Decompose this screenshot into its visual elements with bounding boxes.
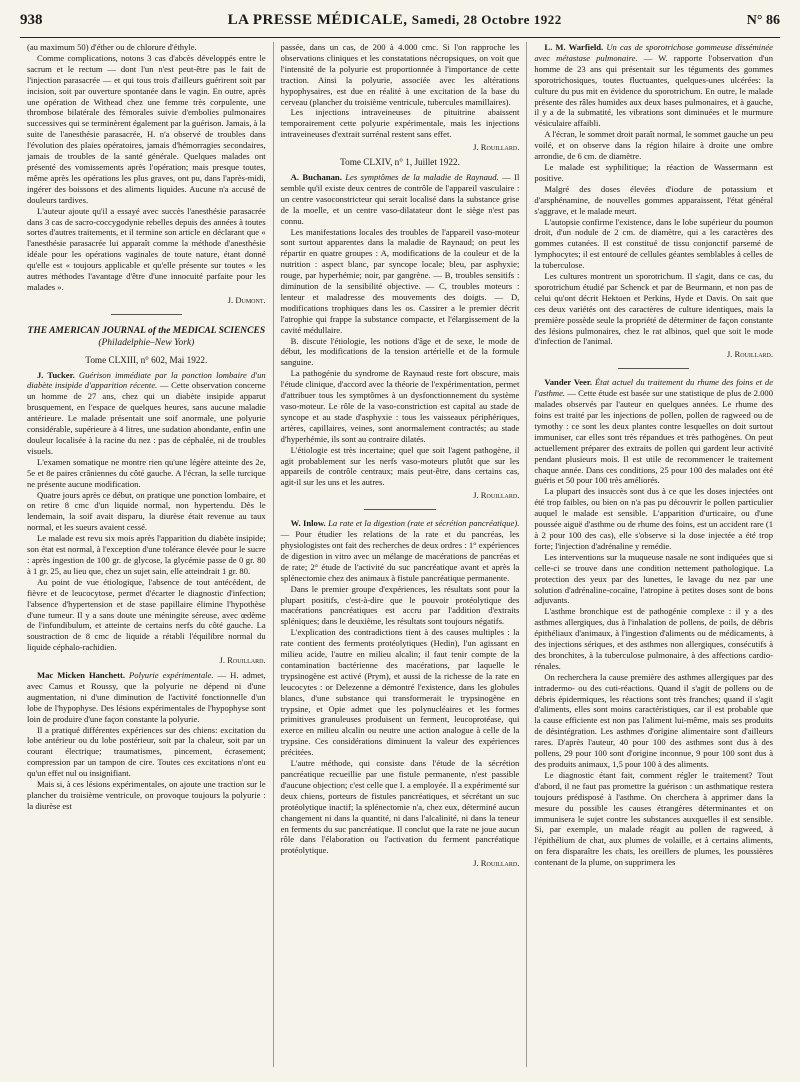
article-paragraph [534, 377, 773, 486]
page-header [20, 12, 780, 34]
paragraph: Le diagnostic étant fait, comment régler le traitement? Tout d'abord, il ne faut pas promettre la guérison : un asthmatique restera toujours prédisposé à l'asthme. On cherchera à apprimer dans la mesure du possible les causes étrangères déterminantes et on immunisera le sujet contre les substances auxquelles il est sensible. Si, par exemple, un malade réagit au pollen de ragweed, à l'épithélium de chat, aux plumes de volaille, et à certains aliments, on fera disparaître les chats, les oreillers de plumes, les poussières contenant de la plume, on supprimera les [534, 769, 774, 868]
journal-name: THE AMERICAN JOURNAL of the MEDICAL SCIENCES [27, 325, 266, 336]
page-number: 938 [20, 12, 43, 28]
paragraph: Il a pratiqué différentes expériences sur des chiens: excitation du lobe antérieur ou du lobe postérieur, soit par la chaleur, soit par un courant électrique; traumatismes, pincement, écrasement; compression par un tampon de cire. Toutes ces excitations n'ont eu qu'un effet nul ou insignifiant. [27, 724, 266, 779]
article-paragraph [27, 370, 266, 457]
paragraph: L'explication des contradictions tient à des causes multiples : la rate contient des ferments protéolytiques (Hedin), l'un agissant en milieu acide, l'autre en milieu alcalin; il faut tenir compte de la contamination bactérienne des macérations, par laquelle le trypsinogène est activé (Prym), et aussi de la richesse de la rate en leucocytes : or Delezenne a démontré l'existence, dans les globules blancs, d'une substance qui transformerait le trypsinogène en trypsine, et Opie admet que les polynucléaires et les formes primitives granuleuses produisent un ferment, leucoprotéase, qui exerce en milieu alcalin ou neutre une action analogue à celle de la trypsine. Ces considérations diminuent la valeur des expériences précitées. [280, 627, 520, 758]
signature: J. Rouillard. [473, 858, 520, 869]
article-title: La rate et la digestion (rate et sécrétion pancréatique). [328, 518, 520, 529]
paragraph: L'asthme bronchique est de pathogénie complexe : il y a des asthmes allergiques, dus à l'inhalation de pollens, de poils, de débris épithéliaux d'animaux, à l'ingestion d'aliments ou de médicaments, à des injections sériques, et des asthmes non allergiques, consécutifs à des bronchites, à la tuberculose pulmonaire, à des affections cardio-rénales. [534, 606, 774, 671]
article-text: — Cette étude est basée sur une statistique de plus de 2.000 malades observés par l'auteur en quelques années. Le rhume des foins est traité par les injections de pollen, pollen de ragweed ou de tymothy : ce sont les deux plantes contre lesquelles on doit surtout immuniser, car elles sont très répandues et très pathogènes. On peut actuellement préparer des extraits de pollen qui gardent leur activité pendant plusieurs mois. Il est utile de recommencer le traitement chaque année. Dans ces conditions, 25 pour 100 des malades ont été guéris et 50 pour 100 très améliorés. [534, 388, 774, 486]
paragraph: Le malade est revu six mois après l'apparition du diabète insipide; son état est normal, à l'exception d'une tolérance élevée pour le sucre : après ingestion de 100 gr. de glycose, la glycémie passe de 0 gr. 80 à 1 gr. 25, au lieu que, chez un sujet sain, elle atteindrait 1 gr. 80. [27, 533, 266, 576]
issue-number: N° 86 [746, 13, 780, 28]
paragraph: La plupart des insuccès sont dus à ce que les doses injectées ont été trop faibles, ou bien on n'a pas pu découvrir le pollen particulier auquel le malade est sensible. L'apparition d'urticaire, ou d'une poussée aiguë d'asthme ou de rhume des foins, est un accident rare (1 à 2 pour 100 des cas), elle s'observe si la dose injectée a été trop forte; l'injection d'adrénaline y remédie. [534, 486, 774, 551]
article-title: État actuel du traitement du rhume des foins et de l'asthme. [534, 377, 774, 399]
paragraph: passée, dans un cas, de 200 à 4.000 cmc. Si l'on rapproche les observations cliniques et les constatations nécropsiques, on voit que l'intensité de la polyurie est proportionnée à l'importance de cette traction. Ainsi la polyurie, associée avec les altérations hypophysaires, est due en réalité à une excitation de la base du cerveau (plancher du troisième ventricule, tubercules mamillaires). [280, 42, 520, 107]
article-author: Mac Micken Hanchett. [37, 670, 125, 681]
paragraph: L'examen somatique ne montre rien qu'une légère atteinte des 2e, 5e et 8e paires crâniennes du côté gauche. A l'écran, la selle turcique ne présente aucune modification. [27, 456, 266, 489]
paragraph: (au maximum 50) d'éther ou de chlorure d'éthyle. [27, 42, 197, 52]
signature: J. Rouillard. [473, 490, 520, 501]
signature: J. Rouillard. [219, 655, 266, 666]
article-text: — Pour étudier les relations de la rate et du pancréas, les physiologistes ont fait des recherches de deux ordres : 1° expériences de digestion in vitro avec un mélange de macérations de pancréas et de rate; 2° étude de l'activité du suc pancréatique avant et après la splénectomie chez des animaux à fistule pancréatique permanente. [280, 529, 520, 583]
section-divider [618, 368, 690, 369]
article-author: A. Buchanan. [290, 171, 342, 182]
tome-heading: Tome CLXIII, n° 602, Mai 1922. [85, 354, 208, 365]
column-1 [20, 42, 273, 1067]
journal-place: (Philadelphie–New York) [98, 337, 195, 348]
article-author: L. M. Warfield. [544, 42, 604, 52]
article-author: W. Inlow. [290, 518, 326, 529]
paragraph: L'autopsie confirme l'existence, dans le lobe supérieur du poumon droit, d'un nodule de 2 cm. de diamètre, qui a les caractères des gommes cutanées. Il est constitué de tissu conjonctif parsemé de lymphocytes; il est entouré de cellules géantes semblables à celles de la tuberculose. [534, 216, 774, 271]
paragraph: Les interventions sur la muqueuse nasale ne sont indiquées que si celle-ci se trouve dans une condition nettement pathologique. La protection des yeux par des lunettes, le lavage du nez par une solution d'adrénaline-cocaïne, l'atropine à petites doses sont de bons adjuvants. [534, 551, 774, 606]
article-text: — W. rapporte l'observation d'un homme de 23 ans qui présentait sur les téguments des gommes sporotrichosiques, toutes fluctuantes, quelques-unes ulcérées: la culture du pus mit en évidence du sporotrichum. En outre, le malade présente des râles humides aux deux bases pulmonaires, et à gauche, il y a de la submatité, les vibrations sont diminuées et le murmure vésiculaire affaibli. [534, 52, 774, 129]
paragraph: Quatre jours après ce début, on pratique une ponction lombaire, et on retire 8 cmc d'un liquide normal, non hypertendu. Dès le lendemain, la soif avait disparu, la diurèse était revenue au taux normal, et les sueurs avaient cessé. [27, 489, 266, 533]
paragraph: A l'écran, le sommet droit paraît normal, le sommet gauche un peu voilé, et on observe dans la région hilaire à droite une ombre arrondie, de 6 cm. de diamètre. [534, 129, 774, 162]
journal-title: LA PRESSE MÉDICALE, [227, 12, 408, 28]
article-paragraph [534, 42, 773, 129]
paragraph: L'autre méthode, qui consiste dans l'étude de la sécrétion pancréatique recueillie par une fistule permanente, n'est passible d'aucune objection; c'est celle que I. a employée. Il a expérimenté sur deux chiens, porteurs de fistules pancréatiques, et sécrétant un suc protéolytique inactif; la splénectomie n'a, chez eux, déterminé aucun changement ni dans la quantité, ni dans l'alcalinité, ni dans la teneur en ferments du suc pancréatique. Il conclut que la rate ne joue aucun rôle dans l'élaboration ou l'activation du ferment pancréatique protéolytique. [280, 758, 520, 856]
issue-date: Samedi, 28 Octobre 1922 [411, 12, 562, 27]
signature: J. Dumont. [227, 294, 266, 305]
section-divider [364, 509, 436, 510]
paragraph: L'étiologie est très incertaine; quel que soit l'agent pathogène, il agit probablement sur les nerfs vaso-moteurs plutôt que sur les appareils de contrôle centraux; mais peut-être, dans certains cas, agit-il sur les uns et les autres. [280, 444, 520, 488]
paragraph: Les cultures montrent un sporotrichum. Il s'agit, dans ce cas, du sporotrichum étudié par Schenck et par de Beurmann, et non pas de celui qu'ont décrit Hektoen et Perkins, Hyde et Davis. On sait que ces deux variétés ont des caractères de culture identiques, mais la première possède seule la propriété de déterminer de façon constante des lésions pulmonaires, chez le rat albinos, quel que soit le mode d'infection de l'animal. [534, 271, 774, 347]
column-2 [273, 42, 527, 1067]
text-columns [20, 42, 780, 1067]
paragraph: Les manifestations locales des troubles de l'appareil vaso-moteur sont surtout apparentes dans la maladie de Raynaud; on peut les répartir en quatre groupes : A, modifications de la couleur et de la nutrition : aspect blanc, par syncope locale; bleu, par asphyxie; rouge, par hyperhémie; noir, par gangrène. — B, troubles sensitifs : diminution de la sensibilité objective. — C, troubles moteurs : lenteur et maladresse des mouvements des doigts. — D, modifications trophiques dans les os. Cassirer a le premier décrit l'atrophie qui frappe la substance compacte, et l'élargissement de la cavité médullaire. [280, 226, 520, 335]
article-paragraph [281, 518, 520, 583]
header-rule [20, 37, 780, 38]
paragraph: Mais si, à ces lésions expérimentales, on ajoute une traction sur le plancher du troisième ventricule, on provoque toujours la polyurie : la diurèse est [27, 779, 266, 811]
paragraph: Comme complications, notons 3 cas d'abcès développés entre le sacrum et le rectum — dont l'un n'est peut-être pas le fait de l'injection parasacrée — et qui tous trois d'ailleurs guérirent soit par incision, soit par ouverture spontanée dans le vagin. En outre, après une opération de Withead chez une femme très corpulente, une thrombose bilatérale des fémorales suivie d'embolies pulmonaires successives qui se terminèrent également par la guérison. Jamais, à la suite de l'anesthésie parasacrée, H. n'a observé de troubles dans l'évolution des plaies opératoires, jamais d'hémorragies secondaires, jamais de troubles de la santé générale. Quelques malades ont présenté des vomissements après l'opération; mais presque toutes, même après les opérations les plus graves, ont pu, dans l'après-midi, ingérer des boissons et des aliments liquides. Aucune n'a accusé de douleurs tardives. [27, 52, 266, 205]
article-text: — H. admet, avec Camus et Roussy, que la polyurie ne dépend ni d'une augmentation, ni d'une diminution de l'activité fonctionnelle d'un lobe de l'hypophyse. Des lésions expérimentales de l'hypophyse sont loin de produire d'une façon constante la polyurie. [27, 670, 266, 724]
article-title: Un cas de sporotrichose gommeuse disséminée avec métastase pulmonaire. [534, 42, 773, 63]
section-divider [111, 314, 183, 315]
article-text: — Cette observation concerne un homme de 27 ans, chez qui un diabète insipide apparut brusquement, en l'espace de quelques heures, sans aucune maladie antérieure. Le malade présentait une soif anormale, une polyurie considérable, supérieure à 4 litres, une sudation abondante, enfin une douleur localisée à la racine du nez : pas de céphalée, ni de troubles visuels. [27, 380, 266, 456]
paragraph: Malgré des doses élevées d'iodure de potassium et d'arsphénamine, de nouvelles gommes apparaissent, l'état général s'aggrave, et le malade meurt. [534, 183, 774, 216]
paragraph: B. discute l'étiologie, les notions d'âge et de sexe, le mode de début, les modifications de la tension artérielle et de la formule sanguine. [280, 335, 520, 368]
article-title: Polyurie expérimentale. [129, 670, 214, 681]
paragraph: On recherchera la cause première des asthmes allergiques par des intradermo- ou des cuti-réactions. Quand il s'agit de pollens ou de débris épidermiques, les réactions sont très franches; quand il s'agit d'aliments, elles sont moins caractéristiques, car il est probable que la cause efficiente est non pas l'aliment lui-même, mais ses produits de désintégration. Les asthmes d'origine alimentaire sont d'ailleurs rares. D'après l'auteur, 40 pour 100 des asthmes sont dus à des pollens, 29 pour 100 sont d'origine inconnue, 9 pour 100 sont dus à des produits animaux, 1,5 pour 100 à des aliments. [534, 671, 774, 769]
article-text: — Il semble qu'il existe deux centres de contrôle de l'appareil vasculaire : un centre vasoconstricteur qui serait localisé dans la substance grise de la moelle, et un centre vaso-dilatateur dont le siège n'est pas connu. [280, 171, 520, 226]
article-title: Les symptômes de la maladie de Raynaud. [345, 171, 499, 182]
journal-title-line [228, 12, 562, 29]
paragraph: L'auteur ajoute qu'il a essayé avec succès l'anesthésie parasacrée dans 3 cas de sacro-coccygodynie rebelles depuis des années à toutes sortes d'autres traitements, et il termine son article en déclarant que « l'anesthésie parasacrée lui apparaît comme la méthode d'anesthésie idéale pour les opérations vaginales de toute nature, étant donné qu'elle est « toujours applicable et qu'elle présente sur toutes « les autres méthodes l'avantage d'être d'une innocuité parfaite pour les malades ». [27, 205, 266, 292]
article-title: Guérison immédiate par la ponction lombaire d'un diabète insipide d'apparition récente. [27, 369, 266, 391]
article-author: J. Tucker. [37, 369, 75, 380]
article-author: Vander Veer. [544, 377, 593, 388]
paragraph: Les injections intraveineuses de pituitrine abaissent temporairement cette polyurie expérimentale, mais les injections intraveineuses d'extrait surrénal restent sans effet. [280, 107, 520, 140]
signature: J. Rouillard. [726, 349, 774, 360]
paragraph: Au point de vue étiologique, l'absence de tout antécédent, de fièvre et de leucocytose, permet d'écarter le diagnostic d'infection; l'absence d'hypertension et de stase papillaire élimine l'hypothèse d'une tumeur. Il y a sans doute une méningite séreuse, avec œdème de l'infundibulum, et atteinte de certains nerfs du côté gauche. La soustraction de 8 cmc de liquide a rétabli l'équilibre normal du liquide céphalo-rachidien. [27, 576, 266, 653]
article-paragraph [27, 670, 266, 725]
paragraph: Le malade est syphilitique; la réaction de Wassermann est positive. [534, 161, 774, 183]
paragraph: Dans le premier groupe d'expériences, les résultats sont pour la plupart positifs, c'est-à-dire que le pouvoir protéolytique des macérations pancréatiques est accru par l'addition d'extraits spléniques; dans le deuxième, les résultats sont toujours négatifs. [280, 583, 520, 627]
signature: J. Rouillard. [473, 142, 520, 153]
tome-heading: Tome CLXIV, n° 1, Juillet 1922. [340, 157, 460, 168]
paragraph: La pathogénie du syndrome de Raynaud reste fort obscure, mais l'étude clinique, d'accord avec la théorie de l'expérimentation, permet d'attribuer tous les symptômes à un dysfonctionnement du système vaso-moteur. Le rôle de la vaso-constriction est capital au stade de syncope et au stade d'asphyxie : tous les vaisseaux périphériques, artères, capillaires, veines, sont anormalement contractés; au stade d'hyperhémie, ils sont au contraire dilatés. [280, 368, 520, 444]
article-paragraph [281, 172, 520, 227]
column-3 [526, 42, 780, 1067]
